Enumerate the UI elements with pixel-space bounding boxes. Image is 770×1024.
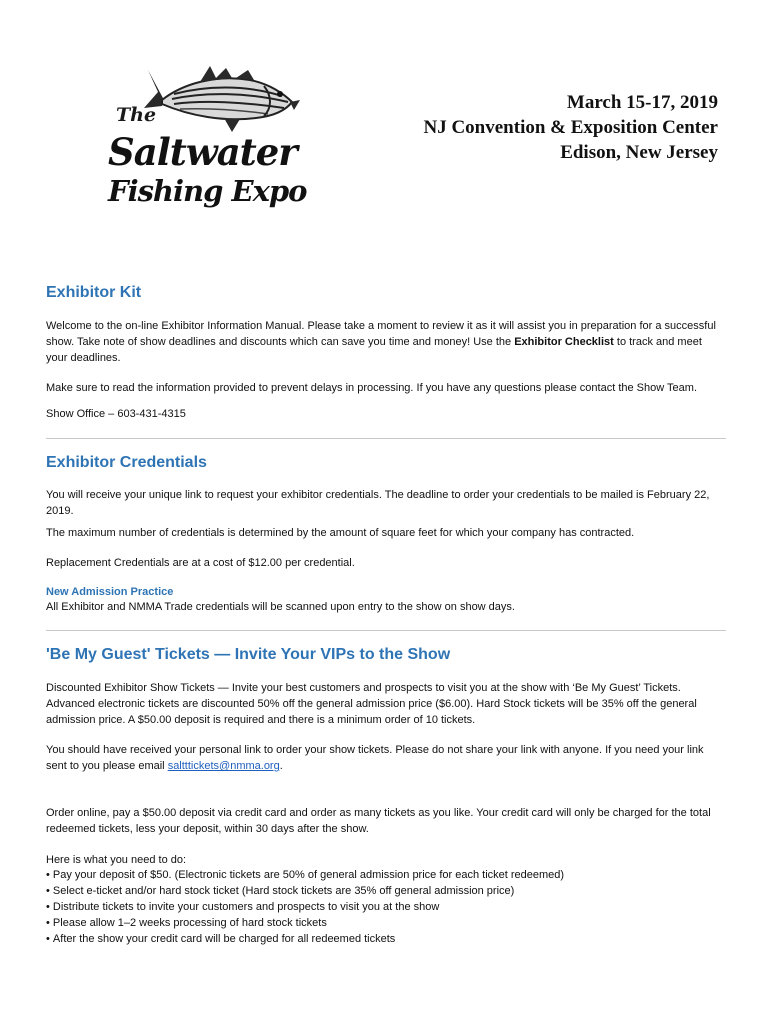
ticket-email-link[interactable]: saltttickets@nmma.org (167, 760, 280, 773)
event-dates: March 15-17, 2019 (566, 92, 718, 113)
kit-info-paragraph: Make sure to read the information provided to prevent delays in processing. If you have any questions please contact the Show Team. (46, 382, 698, 395)
order-online-paragraph: Order online, pay a $50.00 deposit via credit card and order as many tickets as you like. Your credit card will only be charged for the total redeemed tickets, less your deposit, within 30 days after the show. (46, 806, 711, 835)
main-content (46, 282, 726, 947)
expo-logo (104, 62, 307, 222)
list-item: • Distribute tickets to invite your customers and prospects to visit you at the show (46, 900, 726, 916)
new-admission-practice-heading: New Admission Practice (46, 586, 174, 599)
list-item: • After the show your credit card will be charged for all redeemed tickets (46, 932, 726, 948)
personal-link-text: You should have received your personal link to order your show tickets. Please do not share your link with anyone. If you need your link sent to you please email (46, 744, 704, 773)
credentials-max-paragraph: The maximum number of credentials is determined by the amount of square feet for which your company has contracted. (46, 526, 635, 539)
logo-fishing-expo-text: Fishing Expo (108, 174, 307, 208)
exhibitor-checklist-label: Exhibitor Checklist (514, 335, 614, 348)
steps-intro: Here is what you need to do: (46, 853, 187, 866)
exhibitor-credentials-heading: Exhibitor Credentials (46, 453, 207, 471)
list-item: • Select e-ticket and/or hard stock ticket (Hard stock tickets are 35% off general admission price) (46, 884, 726, 900)
kit-intro-text-end: to track and meet your deadlines. (46, 335, 702, 364)
event-city: Edison, New Jersey (560, 142, 718, 163)
replacement-credentials-paragraph: Replacement Credentials are at a cost of $12.00 per credential. (46, 557, 355, 570)
discounted-tickets-paragraph: Discounted Exhibitor Show Tickets — Invite your best customers and prospects to visit you at the show with ‘Be My Guest’ Tickets. Advanced electronic tickets are discounted 50% off the general admission price ($6.00). Hard Stock tickets will be 35% off the general admission price. A $50.00 deposit is required and there is a minimum order of 10 tickets. (46, 681, 697, 726)
guest-tickets-heading: 'Be My Guest' Tickets — Invite Your VIPs to the Show (46, 645, 451, 663)
steps-list (46, 868, 726, 947)
event-info (423, 90, 718, 165)
personal-link-text-end: . (279, 760, 283, 773)
event-venue: NJ Convention & Exposition Center (423, 117, 718, 138)
list-item: • Pay your deposit of $50. (Electronic tickets are 50% of general admission price for each ticket redeemed) (46, 868, 726, 884)
show-office-phone: Show Office – 603-431-4315 (46, 408, 186, 421)
logo-saltwater-text: Saltwater (108, 130, 297, 174)
kit-intro-paragraph (46, 319, 726, 366)
admission-practice-paragraph: All Exhibitor and NMMA Trade credentials will be scanned upon entry to the show on show days. (46, 601, 515, 614)
list-item: • Please allow 1–2 weeks processing of hard stock tickets (46, 916, 726, 932)
kit-intro-text: Welcome to the on-line Exhibitor Information Manual. Please take a moment to review it as it will assist you in preparation for a successful show. Take note of show deadlines and discounts which can save you time and money! Use the (46, 320, 716, 348)
logo-the-text: The (116, 104, 157, 126)
credentials-link-paragraph: You will receive your unique link to request your exhibitor credentials. The deadline to order your credentials to be mailed is February 22, 2019. (46, 488, 710, 517)
personal-link-paragraph (46, 743, 726, 775)
exhibitor-kit-heading: Exhibitor Kit (46, 284, 142, 301)
